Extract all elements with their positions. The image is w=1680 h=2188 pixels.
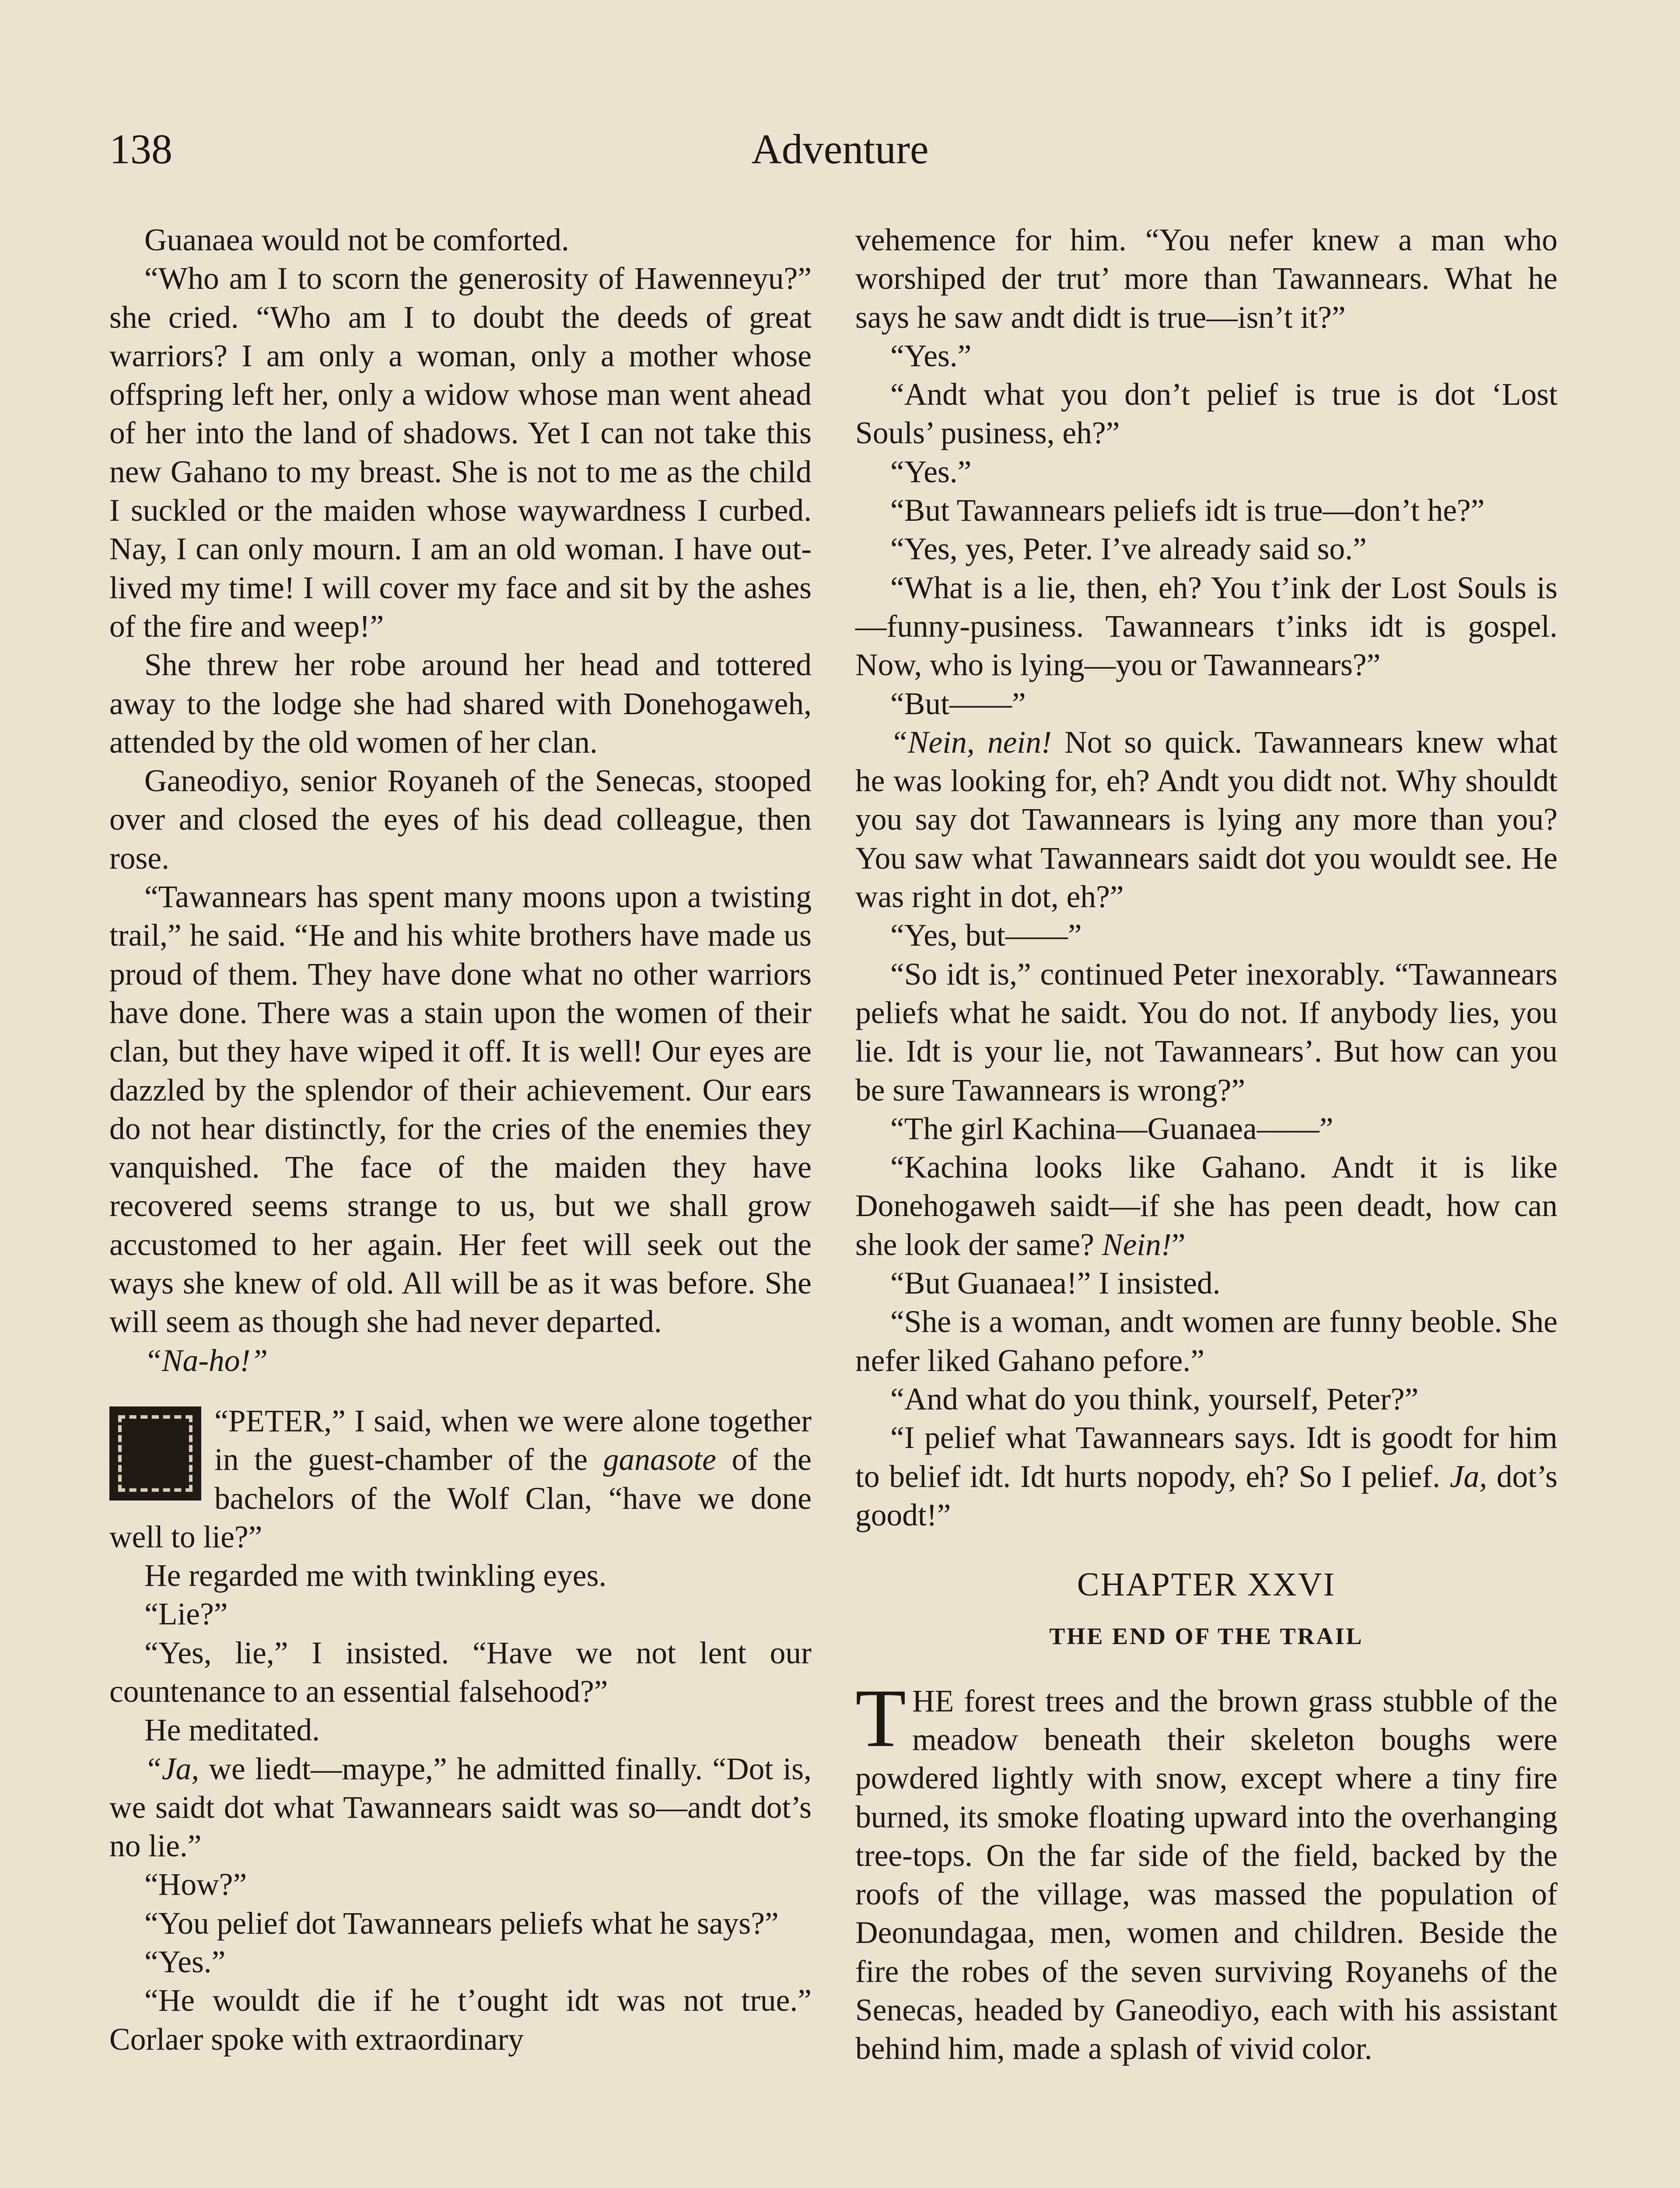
italic-text: Ja, bbox=[1449, 1459, 1488, 1494]
paragraph: “Lie?” bbox=[144, 1597, 228, 1632]
running-title: Adventure bbox=[751, 126, 929, 172]
italic-text: ganasote bbox=[603, 1442, 716, 1477]
left-column bbox=[109, 221, 812, 2059]
paragraph: “Ja, we liedt—maype,” he admitted finally. “Dot is, we saidt dot what Tawannears saidt was so—andt dot’s no lie.” bbox=[109, 1751, 812, 1864]
paragraph: “The girl Kachina—Guanaea——” bbox=[890, 1111, 1334, 1146]
paragraph: “What is a lie, then, eh? You t’ink der Lost Souls is—funny-pusiness. Tawannears t’inks idt is gospel. Now, who is lying—you or Tawannears?” bbox=[855, 570, 1558, 683]
paragraph: “Yes.” bbox=[890, 454, 972, 489]
paragraph: “She is a woman, andt women are funny beoble. She nefer liked Gahano pefore.” bbox=[855, 1304, 1558, 1378]
paragraph: He meditated. bbox=[144, 1713, 320, 1748]
paragraph: He regarded me with twinkling eyes. bbox=[144, 1558, 607, 1593]
paragraph: “How?” bbox=[144, 1867, 247, 1902]
paragraph: “Yes, yes, Peter. I’ve already said so.” bbox=[890, 532, 1367, 567]
paragraph: “But Tawannears peliefs idt is true—don’t he?” bbox=[890, 493, 1485, 528]
page-number: 138 bbox=[109, 126, 172, 172]
paragraph: “Yes, lie,” I insisted. “Have we not lent our countenance to an essential falsehood?” bbox=[109, 1635, 812, 1709]
paragraph: She threw her robe around her head and tottered away to the lodge she had shared with Donehogaweh, attended by the old women of her clan. bbox=[109, 648, 812, 760]
chapter-heading: CHAPTER XXVI bbox=[1077, 1566, 1336, 1603]
paragraph: “Who am I to scorn the generosity of Hawenneyu?” she cried. “Who am I to doubt the deeds of great warriors? I am only a woman, only a mother whose offspring left her, only a widow whose man went ahead of her into the land of shadows. Yet I can not take this new Gahano to my breast. She is not to me as the child I suckled or the maiden whose waywardness I curbed. Nay, I can only mourn. I am an old woman. I have out-lived my time! I will cover my face and sit by the ashes of the fire and weep!” bbox=[109, 261, 812, 644]
right-column bbox=[855, 221, 1558, 2069]
paragraph: Ganeodiyo, senior Royaneh of the Senecas, stooped over and closed the eyes of his dead colleague, then rose. bbox=[109, 764, 812, 876]
paragraph: Guanaea would not be comforted. bbox=[144, 223, 569, 257]
chapter-initial: T bbox=[855, 1672, 906, 1764]
paragraph: “Kachina looks like Gahano. Andt it is like Donehogaweh saidt—if she has peen deadt, how can she look der same? Nein!” bbox=[855, 1150, 1558, 1262]
paragraph bbox=[109, 1342, 812, 1380]
paragraph: “He wouldt die if he t’ought idt was not true.” Corlaer spoke with extraordinary bbox=[109, 1983, 812, 2057]
paragraph: “Andt what you don’t pelief is true is dot ‘Lost Souls’ pusiness, eh?” bbox=[855, 377, 1558, 451]
section-opening-paragraph: “PETER,” I said, when we were alone together in the guest-chamber of the ganasote of the bachelors of the Wolf Clan, “have we done well to lie?” bbox=[109, 1403, 812, 1554]
chapter-opening-paragraph: THE forest trees and the brown grass stubble of the meadow beneath their skeleton boughs were powdered lightly with snow, except where a tiny fire burned, its smoke floating upward into the overhanging tree-tops. On the far side of the field, backed by the roofs of the village, was massed the population of Deonundagaa, men, women and children. Beside the fire the robes of the seven surviving Royanehs of the Senecas, headed by Ganeodiyo, each with his assistant behind him, made a splash of vivid color. bbox=[855, 1672, 1558, 2066]
chapter-subtitle: THE END OF THE TRAIL bbox=[1049, 1623, 1364, 1650]
italic-text: “Nein, nein! bbox=[890, 725, 1052, 760]
paragraph: “Yes, but——” bbox=[890, 918, 1082, 953]
italic-text: “Ja, bbox=[144, 1751, 200, 1786]
paragraph: “Yes.” bbox=[890, 338, 972, 373]
paragraph: vehemence for him. “You nefer knew a man who worshiped der trut’ more than Tawannears. What he says he saw andt didt is true—isn’t it?” bbox=[855, 223, 1558, 335]
page-header bbox=[109, 116, 1571, 182]
paragraph: “I pelief what Tawannears says. Idt is goodt for him to belief idt. Idt hurts nopody, eh? So I pelief. Ja, dot’s goodt!” bbox=[855, 1420, 1558, 1532]
paragraph: “So idt is,” continued Peter inexorably. “Tawannears peliefs what he saidt. You do not. If anybody lies, you lie. Idt is your lie, not Tawannears’. But how can you be sure Tawannears is wrong?” bbox=[855, 957, 1558, 1108]
paragraph: “And what do you think, yourself, Peter?” bbox=[890, 1382, 1419, 1417]
paragraph: “But——” bbox=[890, 686, 1026, 721]
ornamental-initial-icon bbox=[109, 1406, 201, 1501]
paragraph: “You pelief dot Tawannears peliefs what he says?” bbox=[144, 1906, 779, 1941]
italic-text: “Na-ho!” bbox=[144, 1343, 268, 1378]
paragraph: “Nein, nein! Not so quick. Tawannears knew what he was looking for, eh? Andt you didt not. Why shouldt you say dot Tawannears is lying any more than you? You saw what Tawannears saidt dot you wouldt see. He was right in dot, eh?” bbox=[855, 725, 1558, 915]
paragraph: “Yes.” bbox=[144, 1945, 226, 1980]
paragraph: “Tawannears has spent many moons upon a twisting trail,” he said. “He and his white brothers have made us proud of them. They have done what no other warriors have done. There was a stain upon the women of their clan, but they have wiped it off. It is well! Our eyes are dazzled by the splendor of their achievement. Our ears do not hear distinctly, for the cries of the enemies they vanquished. The face of the maiden they have recovered seems strange to us, but we shall grow accustomed to her again. Her feet will seek out the ways she knew of old. All will be as it was before. She will seem as though she had never departed. bbox=[109, 880, 812, 1339]
italic-text: Nein! bbox=[1102, 1227, 1172, 1262]
paragraph: “But Guanaea!” I insisted. bbox=[890, 1266, 1221, 1301]
